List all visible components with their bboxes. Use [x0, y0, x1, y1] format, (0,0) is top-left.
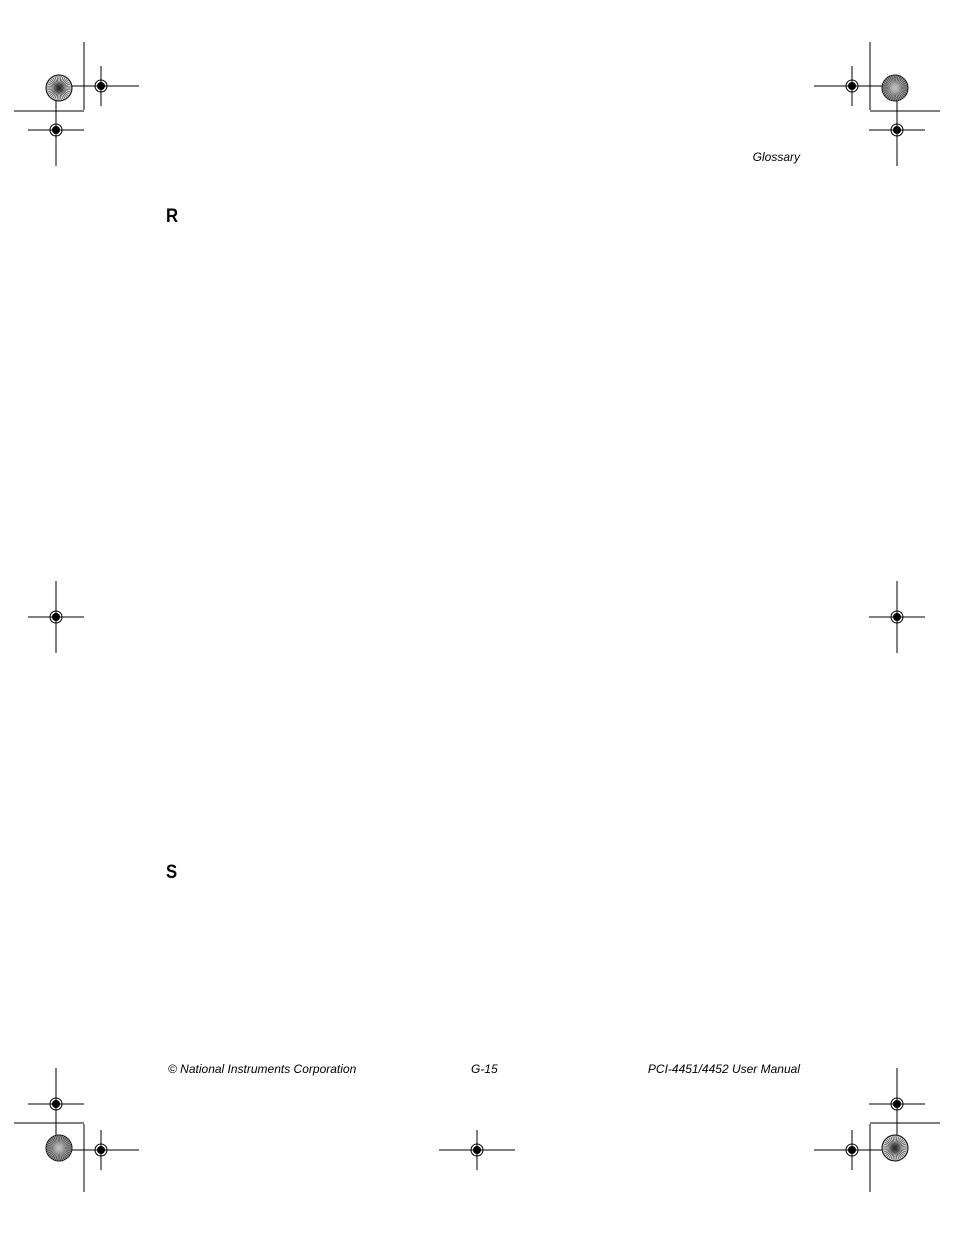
registration-crosshair-icon	[28, 94, 84, 166]
starburst-target-icon	[46, 1135, 72, 1161]
registration-crosshair-icon	[869, 581, 925, 653]
registration-crosshair-icon	[28, 581, 84, 653]
registration-crosshair-icon	[814, 66, 890, 106]
footer-manual-title: PCI-4451/4452 User Manual	[647, 1062, 800, 1076]
registration-crosshair-icon	[869, 94, 925, 166]
starburst-target-icon	[882, 75, 908, 101]
section-letter-s: S	[166, 862, 178, 883]
starburst-target-icon	[46, 75, 72, 101]
registration-crosshair-icon	[28, 1068, 84, 1140]
footer-page-number: G-15	[471, 1062, 498, 1076]
starburst-target-icon	[882, 1135, 908, 1161]
running-header: Glossary	[752, 150, 800, 164]
registration-crosshair-icon	[439, 1130, 515, 1170]
registration-crosshair-icon	[63, 66, 139, 106]
registration-crosshair-icon	[814, 1130, 890, 1170]
registration-crosshair-icon	[869, 1068, 925, 1140]
section-letter-r: R	[166, 206, 179, 227]
registration-crosshair-icon	[63, 1130, 139, 1170]
footer-copyright: © National Instruments Corporation	[168, 1062, 357, 1076]
